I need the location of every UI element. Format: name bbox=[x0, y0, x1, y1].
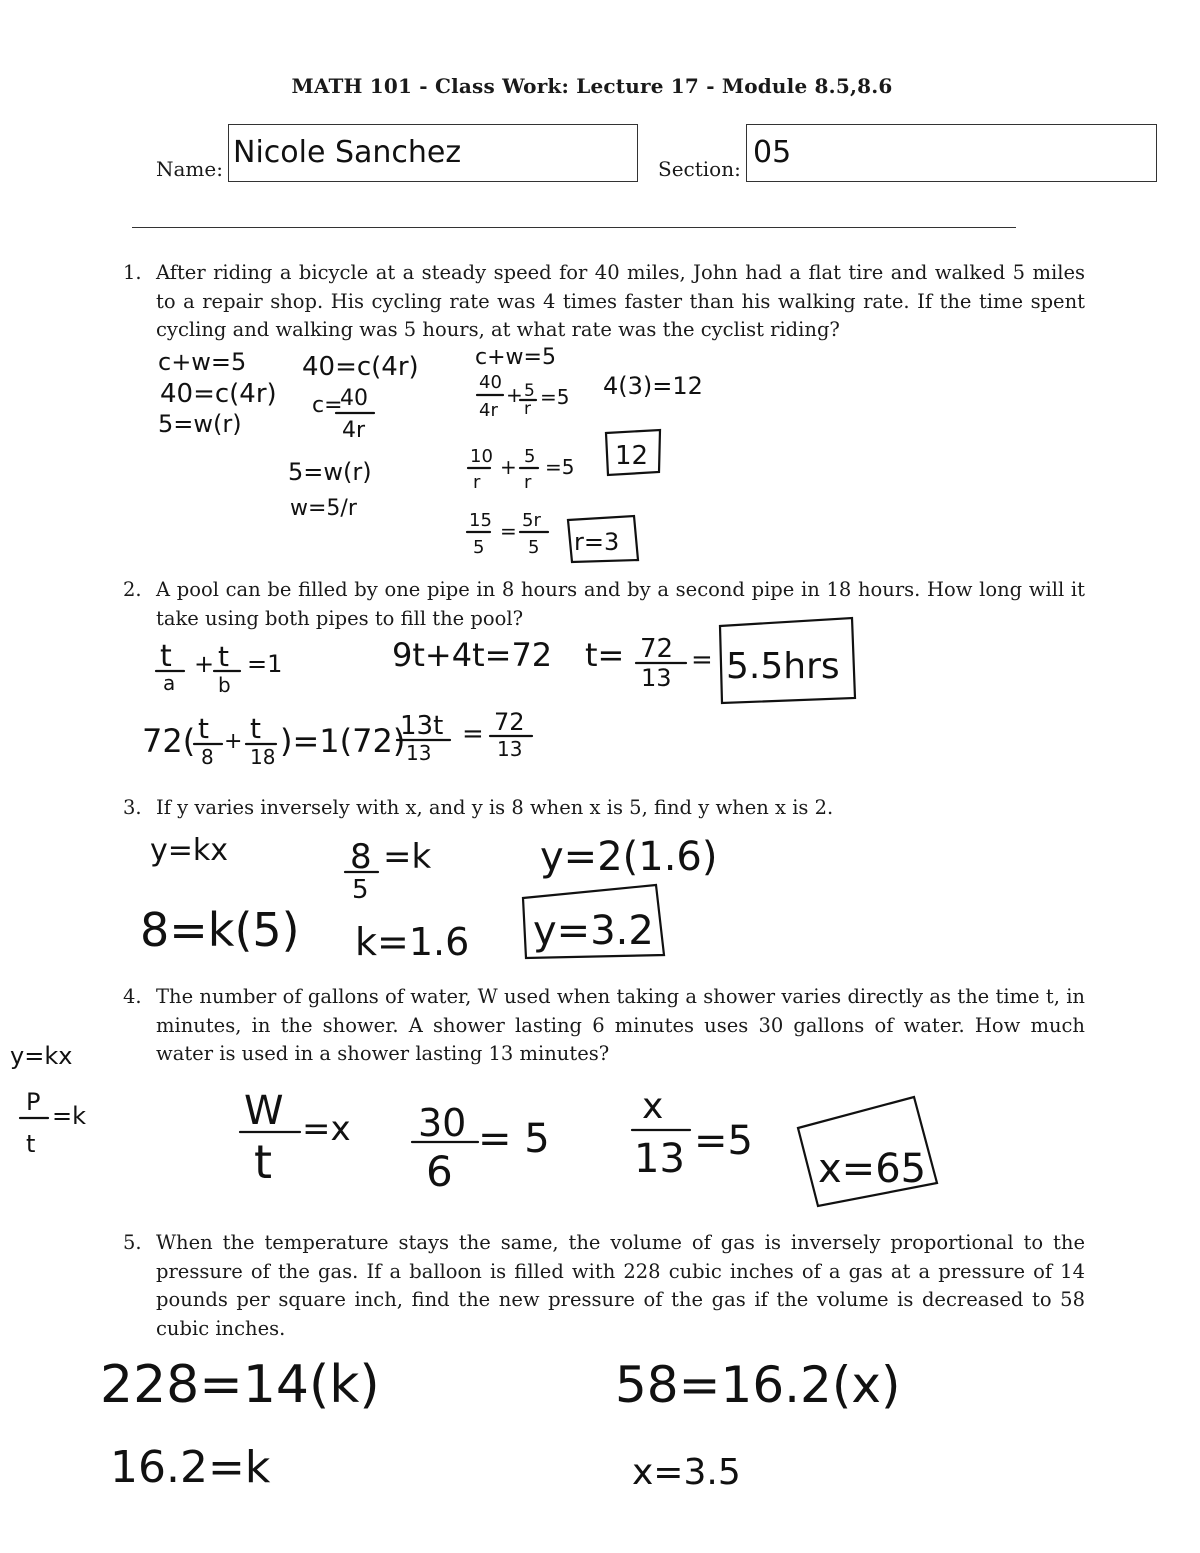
q1-fraction-den: r bbox=[524, 472, 532, 493]
q3-answer-box bbox=[523, 885, 664, 958]
q2-fraction-num: t bbox=[160, 639, 172, 674]
q2-fraction-num: 72 bbox=[640, 634, 674, 664]
q1-fraction-num: 5 bbox=[524, 446, 536, 467]
q3-op: =k bbox=[383, 837, 432, 877]
question-number: 3. bbox=[123, 796, 142, 819]
q1-answer: 12 bbox=[615, 441, 649, 471]
question-text: When the temperature stays the same, the volume of gas is inversely proportional to the pressure of the gas. If a balloon is filled with 228 cubic inches of a gas at a pressure of 14 pounds per square inch, find the new pressure of the gas if the volume is decreased to 58 cubic inches. bbox=[156, 1231, 1085, 1340]
divider bbox=[132, 227, 1016, 228]
q2-fraction-den: a bbox=[163, 671, 176, 695]
q1-fraction-den: r bbox=[473, 472, 481, 493]
section-value: 05 bbox=[753, 135, 792, 170]
q3-work-line: k=1.6 bbox=[355, 920, 470, 964]
question-text: The number of gallons of water, W used when taking a shower varies directly as the time t, in minutes, in the shower. A shower lasting 6 minutes uses 30 gallons of water. How much water is used in a shower lasting 13 minutes? bbox=[156, 985, 1085, 1065]
q1-op: =5 bbox=[540, 385, 570, 409]
q2-fraction-den: 13 bbox=[641, 664, 672, 692]
q1-work-line: c+w=5 bbox=[158, 348, 247, 376]
question-3 bbox=[123, 794, 1085, 823]
q1-fraction-den: 4r bbox=[342, 418, 366, 443]
q2-op: + bbox=[194, 650, 215, 678]
q2-fraction-num: 13t bbox=[400, 711, 444, 741]
q2-fraction-den: 8 bbox=[201, 745, 214, 769]
q3-work-line: y=2(1.6) bbox=[540, 834, 718, 880]
q1-fraction-num: 40 bbox=[479, 372, 502, 393]
q1-work-line: 40=c(4r) bbox=[302, 352, 419, 382]
q5-work-line: 16.2=k bbox=[110, 1442, 271, 1493]
q1-r-value: r=3 bbox=[574, 528, 620, 556]
q2-fraction-den: 13 bbox=[406, 741, 432, 765]
q1-fraction-num: 40 bbox=[340, 386, 368, 411]
q4-fraction-num: W bbox=[244, 1088, 284, 1134]
q1-fraction-num: 15 bbox=[469, 510, 492, 531]
q1-fraction-den: r bbox=[524, 399, 531, 419]
q4-fraction-den: 13 bbox=[634, 1136, 685, 1182]
q1-op: + bbox=[500, 455, 517, 479]
q1-fraction-num: 5r bbox=[522, 510, 541, 531]
q2-fraction-num: t bbox=[198, 712, 209, 745]
q1-fraction-den: 4r bbox=[479, 400, 498, 421]
name-field[interactable] bbox=[228, 124, 638, 182]
q1-work-line: 40=c(4r) bbox=[160, 379, 277, 409]
question-5 bbox=[123, 1229, 1085, 1343]
q1-work-line: c+w=5 bbox=[475, 345, 556, 370]
q2-fraction-den: 18 bbox=[250, 745, 276, 769]
q1-work-line: 5=w(r) bbox=[288, 458, 372, 486]
q3-work-line: 8=k(5) bbox=[140, 903, 300, 957]
q1-fraction-den: 5 bbox=[528, 537, 540, 558]
q4-answer-box bbox=[798, 1097, 937, 1206]
q4-fraction-den: t bbox=[254, 1135, 273, 1189]
q5-work-line: 58=16.2(x) bbox=[615, 1356, 901, 1414]
q4-fraction-num: 30 bbox=[418, 1101, 467, 1145]
q1-answer-box bbox=[606, 430, 660, 475]
q4-fraction-num: x bbox=[642, 1086, 664, 1127]
q4-op: = 5 bbox=[478, 1116, 550, 1162]
q4-op: =x bbox=[302, 1109, 351, 1149]
q2-op: = bbox=[462, 719, 484, 749]
question-1 bbox=[123, 259, 1085, 345]
name-value: Nicole Sanchez bbox=[233, 135, 462, 170]
q1-work-line: 4(3)=12 bbox=[603, 372, 703, 400]
question-number: 4. bbox=[123, 985, 142, 1008]
question-text: A pool can be filled by one pipe in 8 hours and by a second pipe in 18 hours. How long will it take using both pipes to fill the pool? bbox=[156, 578, 1085, 630]
q3-work-line: y=kx bbox=[150, 833, 229, 868]
q2-op: =1 bbox=[247, 650, 283, 678]
q2-fraction-num: 72 bbox=[494, 708, 525, 736]
q2-op: = bbox=[691, 645, 713, 675]
page-title: MATH 101 - Class Work: Lecture 17 - Module 8.5,8.6 bbox=[291, 74, 893, 98]
question-4 bbox=[123, 983, 1085, 1069]
q4-answer: x=65 bbox=[818, 1146, 927, 1192]
question-number: 5. bbox=[123, 1231, 142, 1254]
q4-fraction-den: t bbox=[26, 1130, 36, 1158]
q4-fraction-den: 6 bbox=[426, 1147, 453, 1196]
q2-work-line: )=1(72) bbox=[280, 722, 406, 760]
q2-work-line: 9t+4t=72 bbox=[392, 636, 553, 674]
q2-fraction-den: 13 bbox=[497, 737, 523, 761]
section-field[interactable] bbox=[746, 124, 1157, 182]
q4-side-line: y=kx bbox=[10, 1042, 73, 1070]
q3-answer: y=3.2 bbox=[533, 908, 654, 954]
question-number: 1. bbox=[123, 261, 142, 284]
q1-fraction-num: 5 bbox=[524, 381, 535, 401]
q1-fraction-num: 10 bbox=[470, 446, 493, 467]
q1-op: + bbox=[506, 383, 523, 407]
q1-r-box bbox=[568, 516, 638, 562]
q4-op: =5 bbox=[694, 1118, 753, 1164]
q2-fraction-den: b bbox=[218, 673, 231, 697]
q1-op: =5 bbox=[545, 455, 575, 479]
q3-fraction-num: 8 bbox=[350, 837, 372, 877]
q5-work-line: x=3.5 bbox=[632, 1452, 741, 1493]
question-text: If y varies inversely with x, and y is 8 when x is 5, find y when x is 2. bbox=[156, 796, 834, 819]
q1-work-line: c= bbox=[312, 393, 343, 418]
q2-fraction-num: t bbox=[218, 640, 229, 673]
q2-work-line: t= bbox=[585, 636, 625, 674]
q1-fraction-den: 5 bbox=[473, 537, 485, 558]
q2-op: + bbox=[224, 729, 243, 754]
q2-answer: 5.5hrs bbox=[726, 646, 840, 687]
q1-work-line: 5=w(r) bbox=[158, 410, 242, 438]
q2-fraction-num: t bbox=[250, 712, 261, 745]
question-2 bbox=[123, 576, 1085, 633]
question-number: 2. bbox=[123, 578, 142, 601]
q4-op: =k bbox=[52, 1102, 87, 1130]
q1-work-line: w=5/r bbox=[290, 496, 357, 521]
q5-work-line: 228=14(k) bbox=[100, 1355, 380, 1415]
section-label: Section: bbox=[658, 157, 741, 181]
q4-fraction-num: P bbox=[26, 1088, 41, 1116]
name-label: Name: bbox=[156, 157, 223, 181]
q3-fraction-den: 5 bbox=[352, 875, 369, 905]
question-text: After riding a bicycle at a steady speed for 40 miles, John had a flat tire and walked 5 miles to a repair shop. His cycling rate was 4 times faster than his walking rate. If the time spent cycling and walking was 5 hours, at what rate was the cyclist riding? bbox=[156, 261, 1085, 341]
q1-op: = bbox=[500, 519, 517, 543]
q2-work-line: 72( bbox=[142, 722, 196, 760]
